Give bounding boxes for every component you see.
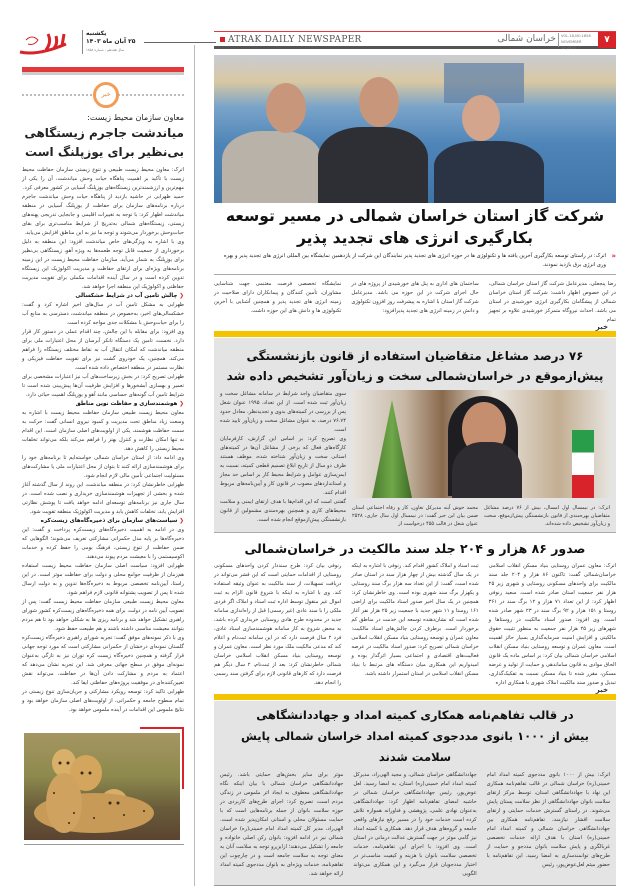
page-number: ۷ — [598, 32, 616, 48]
article4-headline — [220, 705, 610, 768]
left-article-kicker: معاون سازمان محیط زیست: — [87, 113, 184, 122]
photo-person-head — [359, 77, 399, 127]
article1-columns — [214, 280, 616, 325]
photo-person — [318, 127, 428, 203]
headline-line: ۷۶ درصد مشاغل متقاضیان استفاده از قانون بازنشستگی — [246, 349, 584, 363]
left-header — [18, 30, 188, 56]
section-band — [214, 686, 616, 700]
paragraph: وی ادامه داد: از استان خراسان شمالی خواسته‌ایم تا برنامه‌های خود را برای هوشمندسازی ارائه کنند تا بتوان از محل اعتبارات ملی یا مشارکت‌های مسئولیت اجتماعی تأمین مالی لازم انجام شود. — [22, 455, 184, 479]
section-band — [214, 323, 616, 337]
left-article-title: میاندشت جاجرم زیستگاهی بی‌نظیر برای یوزپلنگ است — [24, 126, 184, 159]
photo-caption: محمد خوش آینه مدیرکل تعاون، کار و رفاه اجتماعی استان ضمن بیان این خبر گفت: در نیمسال اول سال جاری، ۲۵۲۸ عنوان شغل در قالب ۴۵۵ درخواست از — [352, 505, 478, 527]
article4-columns — [220, 771, 610, 879]
left-article-body — [22, 166, 184, 715]
text-column: رنوفی بیان کرد: طرح سنددار کردن واحدهای مسکونی روستایی از اقدامات حمایتی است که این قشر می‌تواند در دریافت تسهیلات، از سند مالکیت به عنوان وثیقه استفاده کند. وی با اشاره به اینکه با شروع قانون الزام به ثبت اموال غیر منقول توسط اداره ثبت اسناد و املاک اگر فردی ملکی را با سند عادی (غیر رسمی) قبل از راه‌اندازی سامانه جدید در محدوده طرح هادی روستایی خریداری کرده باشد، به محض شروع به کار سامانه هوشمندسازی اسناد عادی، فرد ۲ سال فرصت دارد که در این سامانه ثبت‌نام و اعلام کند که مدعی مالکیت ملک مورد نظر است. معاون عمران و توسعه روستایی بنیاد مسکن انقلاب اسلامی خراسان شمالی خاطرنشان کرد: بعد از ثبت‌نام، ۲ سال دیگر هم فرصت دارد که کارهای قانونی لازم برای گرفتن سند رسمی را انجام دهد. — [214, 563, 342, 686]
paragraph: وی با ذکر نمونه‌های موفق گفت: تجربه شورای راهبری ذخیره‌گاه زیست‌کره گلستان نمونه‌ای درخشان از حکمرانی مشارکتی است که مورد توجه جهانی قرار گرفته و همچنین ذخیره‌گاه زیست کره توران نیز به تازگی به‌عنوان نمونه‌ای موفق در سطح جهانی معرفی شد. این تجربه نشان می‌دهد که اعتماد به مردم و مشارکت دادن آن‌ها در حفاظت، می‌تواند نقش تعیین‌کننده‌ای در موفقیت پروژه‌های حفاظتی ایفا کند. — [22, 635, 184, 686]
news-badge: خبر — [93, 82, 119, 108]
article3-columns — [214, 562, 616, 688]
photo-rule — [24, 844, 184, 845]
article2-content — [220, 390, 610, 528]
issue-subline: سال هجدهم - شماره ۱۸۵۸ — [86, 48, 125, 52]
masthead-bar — [214, 31, 616, 49]
headline-line: بیش از ۱۰۰۰ بانوی مددجوی کمیته امداد خراسان شمالی پایش سلامت شدند — [241, 729, 589, 764]
section-band-label: خبر — [595, 686, 608, 694]
text-column: جهاددانشگاهی خراسان شمالی، و مجید الهی‌راد، مدیرکل کمیته امداد امام خمینی(ره) استان، به امضا رسید. لعل عوض‌پور، رئیس جهاددانشگاهی خراسان شمالی در حاشیه امضای تفاهم‌نامه اظهار کرد: جهاددانشگاهی به‌عنوان نهادی علمی، پژوهشی و فناورانه همواره تلاش کرده است خدمات خود را در مسیر رفع نیازهای واقعی جامعه و گروه‌های هدف قرار دهد. همکاری با کمیته امداد نیز گامی موثر در جهت گسترش عدالت درمانی در استان است. وی افزود: با اجرای این تفاهم‌نامه، خدمات تخصصی سلامت بانوان با هزینه و کیفیت مناسب‌تر در اختیار مددجویان قرار می‌گیرد و این همکاری می‌تواند الگویی — [353, 772, 477, 877]
article2-body — [220, 390, 346, 528]
newspaper-logo — [18, 30, 78, 56]
left-red-rule — [22, 67, 184, 72]
weekday: یکشنبه — [86, 30, 107, 37]
header-divider — [82, 30, 83, 54]
paragraph: ظهرابی خاطرنشان کرد: در منطقه میاندشت، این روند از سال گذشته آغاز شده و بخشی از تجهیزات هوشمندسازی خریداری و نصب شده است. در سال جاری نیز برنامه‌های توسعه‌ای ادامه خواهد یافت تا پوشش نظارتی افزایش یابد، تخلفات کاهش یابد و مدیریت اکولوژیک منطقه تقویت شود. — [22, 482, 184, 515]
article2-box — [214, 338, 616, 533]
paragraph: وی افزود: برای مقابله با این چالش، چند اقدام عملی در دستور کار قرار دارد. نخست، تامین یک دستگاه تانکر آبرسان از محل اعتبارات ملی برای منطقه میاندشت که امکان انتقال آب به نقاط مختلف زیستگاه را فراهم می‌کند. همچنین، یک خودروی گشت نیز برای تقویت حفاظت فیزیکی و نظارت مستمر در منطقه اختصاص داده شده است. — [22, 329, 184, 371]
article2-headline — [220, 346, 610, 386]
photo-person-head — [266, 83, 306, 133]
column-divider — [194, 45, 195, 886]
paragraph: ظهرابی افزود: سیاست اصلی سازمان حفاظت محیط زیست استفاده هم‌زمان از ظرفیت جوامع محلی و دولت برای حفاظت موثر است. در این راستا، آیین‌نامه تخصصی مربوط به ذخیره‌گاه‌ها تدوین و به دولت ارسال شده تا پس از تصویب پشتوانه قانونی لازم فراهم شود. — [22, 563, 184, 596]
section-band-label: خبر — [595, 323, 608, 331]
text-column: رضا پنجعلی، مدیرعامل شرکت گاز استان خراسان شمالی، در این خصوص اظهار داشت: شرکت گاز استان خراسان شمالی از پیشگامان بکارگیری انرژی خورشیدی در استان می باشد. احداث نیروگاه متمرکز خورشیدی علاوه بر تجهیز تمام — [488, 281, 616, 323]
article1-headline: شرکت گاز استان خراسان شمالی در مسیر توسعه بکارگیری انرژی های تجدید پذیر — [225, 207, 605, 247]
subheading: ❮ هوشمندسازی و حفاظت نوین مناطق — [22, 400, 184, 409]
text-column: نمایشگاه تخصصی فرصت مغتنمی جهت شناسایی مشاوران، تأمین کنندگان و پیمانکاران دارای صلاحیت در زمینه انرژی های تجدید پذیر و همچنین آشنایی با آخرین تکنولوژی ها و دانش های این حوزه داشت. — [214, 281, 342, 314]
paragraph: حمید ظهرابی در حاشیه بازدید از پناهگاه حیات وحش میاندشت جاجرم درباره برنامه‌های سازمان برای حفاظت از یوزپلنگ آسیایی در منطقه میاندشت اظهار کرد: با توجه به تغییرات اقلیمی و جابجایی تدریجی پهنه‌های زیستی، زیستگاه‌های شمالی به‌تدریج از شرایط مناسب‌تری برای بقای حیات‌وحش برخوردار می‌شوند و توجه ما نیز به این مناطق افزایش می‌یابد. — [22, 194, 184, 236]
photo-person-body — [452, 442, 522, 498]
volume-info — [558, 33, 594, 50]
paragraph: وی تصریح کرد: بر اساس این گزارش، کارفرمایان کارگاه‌های فعال که برخی از مشاغل آن‌ها در کمیته‌های استانی سخت و زیان‌آور شناخته شده، موظف هستند ظرف دو سال از تاریخ ابلاغ تصمیم قطعی کمیته، نسبت به ایمن‌سازی عوامل و شرایط محیط کار بر اساس حد مجاز و استانداردهای مصوب در قانون کار و آیین‌نامه‌های مربوط اقدام کنند. — [220, 436, 346, 496]
text-column: اترک: بیش از ۱۰۰۰ بانوی مددجوی کمیته امداد امام خمینی(ره) خراسان شمالی در قالب تفاهم‌نامه همکاری این نهاد با جهاددانشگاهی استان، توسط مرکز ارتقای سلامت بانوان جهاددانشگاهی از نظر سلامت پستان پایش می‌شوند. در راستای گسترش خدمات حمایتی و ارتقای سلامت اقشار نیازمند، تفاهم‌نامه همکاری بین جهاددانشگاهی خراسان شمالی و کمیته امداد امام خمینی(ره) استان با هدف ارائه خدمات تخصصی غربالگری و پایش سلامت بانوان مددجو و حمایت از طرح‌های توانمندسازی به امضا رسید. این تفاهم‌نامه با حضور میثم لعل‌عوض‌پور، رئیس — [486, 772, 610, 868]
photo-person-head — [462, 95, 500, 141]
paragraph: گفتنی است که این اقدام‌ها با هدف ارتقای ایمنی و سلامت محیط‌های کاری و همچنین بهره‌مندی مشمولین از قانون بازنشستگی پیش‌ازموقع انجام شده است. — [220, 499, 346, 523]
section-name: خراسان شمالی — [497, 34, 556, 44]
paragraph: وی با اشاره به ویژگی‌های خاص میاندشت افزود: این منطقه به دلیل برخورداری از جمعیت قابل توجه طعمه‌ها به ویژه آهو، زیستگاهی بی‌نظیر برای یوزپلنگ به شمار می‌آید. سازمان حفاظت محیط زیست در این زمینه برنامه‌های ویژه‌ای برای ارتقای حفاظت و مدیریت اکولوژیک این زیستگاه تدوین کرده است و در سال آینده اقدامات مکملی برای تقویت مدیریت حفاظتی و اکولوژیک این منطقه اجرا خواهد شد. — [22, 239, 184, 290]
paragraph: سوی متقاضیان واجد شرایط در سامانه مشاغل سخت و زیان‌آور ثبت شده است. از این تعداد، ۱۹۹۵ عنوان شغل پس از بررسی در کمیته‌های بدوی و تجدیدنظر، معادل حدود ۷۶.۷۴ درصد، به عنوان مشاغل سخت و زیان‌آور تایید شده است. — [220, 391, 346, 433]
main-article-photo — [214, 55, 616, 203]
photo-person — [434, 141, 544, 203]
left-article — [22, 112, 184, 845]
headline-line: پیش‌ازموقع در خراسان‌شمالی سخت و زیان‌آور تشخیص داده شد — [226, 369, 604, 383]
lead-text: اترک: در راستای توسعه بکارگیری آخرین یافته ها و تکنولوژی ها در حوزه انرژی های تجدید پذیر نمایندگان این شرکت از یازدهمین نمایشگاه بین المللی انرژی های تجدید پذیر و بهره وری انرژی برق بازدید نمودند. — [223, 253, 606, 268]
headline-line: در قالب تفاهم‌نامه همکاری کمیته امداد و جهاددانشگاهی — [256, 708, 574, 722]
text-column: ثبت اسناد و املاک کشور اقدام کند. رنوفی با اشاره به اینکه در یک سال گذشته بیش از چهار هزار سند در استان صادر شده است، گفت: از این تعداد سه هزار برگ سند روستایی و یکهزار برگ سند شهری بوده است. وی خاطرنشان کرد: همچنین در یک سال اخیر صدور اسناد مالکیت برای اراضی ۱۶۱ روستا و ۱۱ شهر جدید با جمعیت زیر ۲۵ هزار نفر آغاز شده است که نشان‌دهنده توسعه این خدمت در مناطق کم برخوردار است. برطرف کردن چالش‌های اسناد مالکیت: معاون عمران و توسعه روستایی بنیاد مسکن انقلاب اسلامی خراسان شمالی تصریح کرد: صدور اسناد مالکیت در عرصه فعالیت‌های اقتصادی و اجتماعی بسیار اثرگذار بوده و امیدواریم این همکاری میان دستگاه های مرتبط با بنیاد مسکن انقلاب اسلامی در استان استمرار داشته باشد. — [351, 563, 479, 677]
text-column: اترک: معاون عمران روستایی بنیاد مسکن انقلاب اسلامی خراسان‌شمالی گفت: تاکنون ۸۶ هزار و ۲۰۴ جلد سند مالکیت برای واحدهای مسکونی روستایی و شهری زیر ۲۵ هزار نفر جمعیت استان صادر شده است. سعید رنوفی اظهار کرد: از این تعداد ۷۱ هزار و ۱۲ برگ سند در ۳۶۱ روستا و ۱۵۱ هزار و ۹۲ برگ سند در ۲۳ شهر صادر شده است. وی افزود: صدور اسناد مالکیت در روستاها و شهرهای زیر ۲۵ هزار نفر جمعیت به منظور تثبیت حقوق مالکیتی و افزایش امنیت سرمایه‌گذاری بسیار حائز اهمیت است. معاون عمران و توسعه روستایی بنیاد مسکن انقلاب اسلامی خراسان شمالی بیان کرد: بر اساس ماده یک قانون الحاق موادی به قانون ساماندهی و حمایت از تولید و عرضه مسکن، مقرر شده تا بنیاد مسکن نسبت به تفکیک‌گذاری، تبدیل و صدور سند مالکیت املاک شهری با همکاری اداره — [488, 563, 616, 686]
paragraph: معاون محیط زیست طبیعی سازمان حفاظت محیط زیست با اشاره به وسعت زیاد مناطق تحت مدیریت و کمبود نیروی انسانی گفت: حرکت به سمت حفاظت هوشمند، یکی از اولویت‌های اصلی سازمان است. این اقدام نه تنها امکان نظارت و کنترل بهتر را فراهم می‌کند بلکه می‌تواند تخلفات محیط زیستی را کاهش دهد. — [22, 410, 184, 452]
article3-headline: صدور ۸۶ هزار و ۲۰۴ جلد سند مالکیت در خراسان‌شمالی — [244, 541, 586, 556]
photo-plant — [372, 400, 412, 498]
photo-captions — [352, 504, 610, 528]
article4-box — [214, 701, 616, 886]
paragraph: ظهرابی تصریح کرد: در بخش زیرساخت‌های آب نیز اعتبارات مشخصی برای تعمیر و بهسازی آبشخورها و افزایش ظرفیت آن‌ها پیش‌بینی شده است تا شرایط تامین آب گونه‌های حساسی مانند آهو و یوزپلنگ اهمیت حیاتی دارد. — [22, 374, 184, 398]
text-column: ساختمان های اداری به پنل های خورشیدی از پروژه های در حال اجرای شرکت در این حوزه می باشد. مدیرعامل شرکت گاز استان با اشاره به پیشرفت روز افزون تکنولوژی و دانش در زمینه انرژی های تجدید پذیرافزود: — [351, 281, 479, 314]
issue-date: NOVEMBER 10,2024 — [561, 40, 582, 50]
chevron-left-icon: « — [611, 252, 616, 260]
paragraph: ظهرابی تاکید کرد: توسعه رویکرد مشارکتی و جریان‌سازی تنوع زیستی در تمام سطوح جامعه و حکمرانی، از اولویت‌های اصلی سازمان خواهد بود و نتایج ملموس این اقدامات در آینده ملموس خواهد بود. — [22, 689, 184, 713]
text-column: موثر برای سایر بخش‌های حمایتی باشد. رئیس جهاددانشگاهی خراسان شمالی با بیان اینکه نگاه جهاددانشگاهی معطوف به ایجاد اثر ملموس در زندگی مردم است، تصریح کرد: اجرای طرح‌های کاربردی در حوزه سلامت بانوان از جمله برنامه‌هایی است که با حمایت مسئولان محلی و استانی امکان‌پذیر شده است. الهی‌راد، مدیر کل کمیته امداد امام خمینی(ره) خراسان شمالی نیز در ادامه افزود: بانوان رکن اصلی خانواده و جامعه را تشکیل می‌دهند؛ ازاین‌رو توجه به سلامت آنان به معنای توجه به سلامت جامعه است و در چارچوب این تفاهم‌نامه، خدمات ویژه‌ای به بانوان مددجوی کمیته امداد ارائه خواهد شد. — [220, 772, 344, 877]
date: ۲۵ آبان ماه ۱۴۰۳ — [86, 38, 136, 45]
article2-photo — [352, 390, 610, 498]
cheetah-photo-block — [22, 727, 184, 845]
photo-flag — [572, 430, 594, 498]
subheading: ❮ سیاست‌های سازمان برای ذخیره‌گاه‌های زیست‌کره — [22, 517, 184, 526]
volume-number: VOL.18,NO.1858 — [561, 34, 591, 38]
date-rule — [144, 42, 216, 43]
main-content — [214, 55, 616, 886]
article1-lead — [214, 252, 616, 275]
photo-caption: اترک: در نیمسال اول امسال، بیش از ۷۶ درصد مشاغل متقاضیان بهره‌مندی از قانون بازنشستگی پیش‌ازموقع، سخت و زیان‌آور تشخیص داده شده‌اند. — [484, 505, 610, 527]
article2-photo-block — [352, 390, 610, 528]
paper-name: ATRAK DAILY NEWSPAPER — [220, 35, 362, 45]
paragraph: وی در ادامه به اهمیت ذخیره‌گاه‌های زیست‌کره پرداخت و گفت: این ذخیره‌گاه‌ها بر پایه مدل حکمرانی مشارکتی تعریف می‌شوند؛ الگوهایی که ضمن حفاظت از تنوع زیستی، فرهنگ بومی را حفظ کرده و خدمات اکوسیستمی را با معیشت مردم پیوند می‌دهند. — [22, 527, 184, 560]
subheading: ❮ چالش تامین آب در شرایط خشکسالی — [22, 292, 184, 301]
paragraph: ظهرابی به مشکل تامین آب در سال‌های اخیر اشاره کرد و گفت: خشکسالی‌های اخیر، به‌خصوص در منطقه میاندشت، دسترسی به منابع آب را برای حیات‌وحش با مشکلات جدی مواجه کرده است. — [22, 302, 184, 326]
paragraph: اترک: معاون محیط زیست طبیعی و تنوع زیستی سازمان حفاظت محیط زیست با تأکید بر اهمیت پناهگاه حیات وحش میاندشت، آن را یکی از مهم‌ترین و ارزشمندترین زیستگاه‌های یوزپلنگ آسیایی در کشور معرفی کرد. — [22, 167, 184, 191]
cheetah-photo — [24, 733, 180, 840]
paragraph: معاون محیط زیست طبیعی سازمان حفاظت محیط زیست گفت: پس از تصویب آیین نامه در دولت، برای همه ذخیره‌گاه‌های زیست‌کره کشور شورای راهبری تشکیل خواهد شد و برنامه ریزی ها به شکلی خواهد بود تا هم مردم بتوانند معیشت مناسبی داشته باشند و هم طبیعت حفظ شود. — [22, 599, 184, 632]
photo-person — [222, 131, 322, 203]
